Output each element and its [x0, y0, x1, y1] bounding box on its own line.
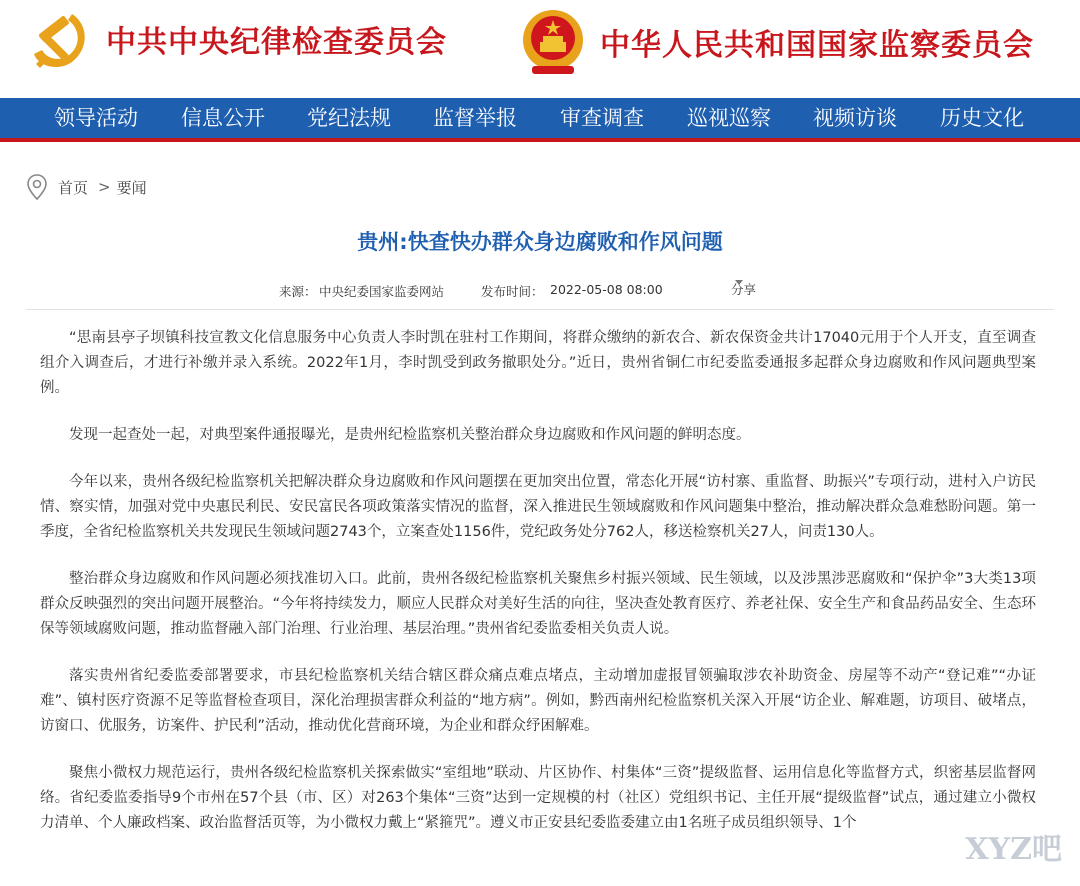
- main-nav: [0, 98, 1080, 142]
- ccdi-brand[interactable]: [28, 6, 447, 72]
- article-paragraph: 今年以来，贵州各级纪检监察机关把解决群众身边腐败和作风问题摆在更加突出位置，常态化开展“访村寨、重监督、助振兴”专项行动，进村入户访民情、察实情，加强对党中央惠民利民、安民富民各项政策落实情况的监督，深入推进民生领域腐败和作风问题集中整治，推动解决群众急难愁盼问题。第一季度，全省纪检监察机关共发现民生领域问题2743个，立案查处1156件，党纪政务处分762人，移送检察机关27人，问责130人。: [40, 474, 1036, 540]
- hammer-sickle-emblem-icon: [28, 6, 94, 72]
- share-label: 分享: [731, 282, 757, 297]
- source-value: 中央纪委国家监委网站: [319, 284, 445, 299]
- national-emblem-icon: [518, 6, 588, 78]
- time-value: 2022-05-08 08:00: [550, 282, 663, 297]
- nav-item-investigation[interactable]: 审查调查: [560, 106, 644, 130]
- nav-item-leadership[interactable]: 领导活动: [54, 106, 138, 130]
- nav-item-info-disclosure[interactable]: 信息公开: [181, 106, 265, 130]
- article-paragraph: 落实贵州省纪委监委部署要求，市县纪检监察机关结合辖区群众痛点难点堵点，主动增加虚报冒领骗取涉农补助资金、房屋等不动产“登记难”“办证难”、镇村医疗资源不足等监督检查项目，深化治理损害群众利益的“地方病”。例如，黔西南州纪检监察机关深入开展“访企业、解难题，访项目、破堵点，访窗口、优服务，访案件、护民利”活动，推动优化营商环境，为企业和群众纾困解难。: [40, 668, 1036, 734]
- nav-item-video[interactable]: 视频访谈: [813, 106, 897, 130]
- nsc-title: 中华人民共和国国家监察委员会: [600, 28, 1034, 63]
- nav-item-history[interactable]: 历史文化: [940, 106, 1024, 130]
- nav-item-report[interactable]: 监督举报: [433, 106, 517, 130]
- caret-down-icon: [735, 280, 743, 285]
- source-label: 来源：: [279, 284, 317, 299]
- breadcrumb: [26, 172, 147, 202]
- breadcrumb-separator: >: [98, 178, 111, 196]
- breadcrumb-home-link[interactable]: 首页: [58, 178, 89, 197]
- article-body: [40, 326, 1036, 858]
- watermark-text: XYZ吧: [965, 832, 1062, 867]
- breadcrumb-current-link[interactable]: 要闻: [116, 178, 147, 197]
- article-title: 贵州:快查快办群众身边腐败和作风问题: [357, 230, 723, 254]
- article-paragraph: 整治群众身边腐败和作风问题必须找准切入口。此前，贵州各级纪检监察机关聚焦乡村振兴领域、民生领域，以及涉黑涉恶腐败和“保护伞”3大类13项群众反映强烈的突出问题开展整治。“今年将持续发力，顺应人民群众对美好生活的向往，坚决查处教育医疗、养老社保、安全生产和食品药品安全、生态环保等领域腐败问题，推动监督融入部门治理、行业治理、基层治理。”贵州省纪委监委相关负责人说。: [40, 571, 1036, 637]
- meta-divider: [26, 309, 1054, 310]
- nsc-brand[interactable]: [518, 6, 1034, 78]
- article-paragraph: 聚焦小微权力规范运行，贵州各级纪检监察机关探索做实“室组地”联动、片区协作、村集体“三资”提级监督、运用信息化等监督方式，织密基层监督网络。省纪委监委指导9个市州在57个县（市、区）对263个集体“三资”达到一定规模的村（社区）党组织书记、主任开展“提级监督”试点，通过建立小微权力清单、个人廉政档案、政治监督活页等，为小微权力戴上“紧箍咒”。遵义市正安县纪委监委建立由1名班子成员组织领导、1个: [40, 765, 1036, 831]
- location-pin-icon: [26, 173, 48, 201]
- nav-item-regulations[interactable]: 党纪法规: [307, 106, 391, 130]
- article-meta: [0, 282, 1080, 302]
- watermark: [965, 824, 1062, 868]
- time-label: 发布时间：: [481, 284, 544, 299]
- article-paragraph: “思南县亭子坝镇科技宣教文化信息服务中心负责人李时凯在驻村工作期间，将群众缴纳的新农合、新农保资金共计17040元用于个人开支，直至调查组介入调查后，才进行补缴并录入系统。2022年1月，李时凯受到政务撤职处分。”近日，贵州省铜仁市纪委监委通报多起群众身边腐败和作风问题典型案例。: [40, 330, 1036, 396]
- nav-item-inspection[interactable]: 巡视巡察: [687, 106, 771, 130]
- site-header: [0, 0, 1080, 98]
- article-paragraph: 发现一起查处一起，对典型案件通报曝光，是贵州纪检监察机关整治群众身边腐败和作风问题的鲜明态度。: [69, 427, 751, 443]
- ccdi-title: 中共中央纪律检查委员会: [106, 25, 447, 60]
